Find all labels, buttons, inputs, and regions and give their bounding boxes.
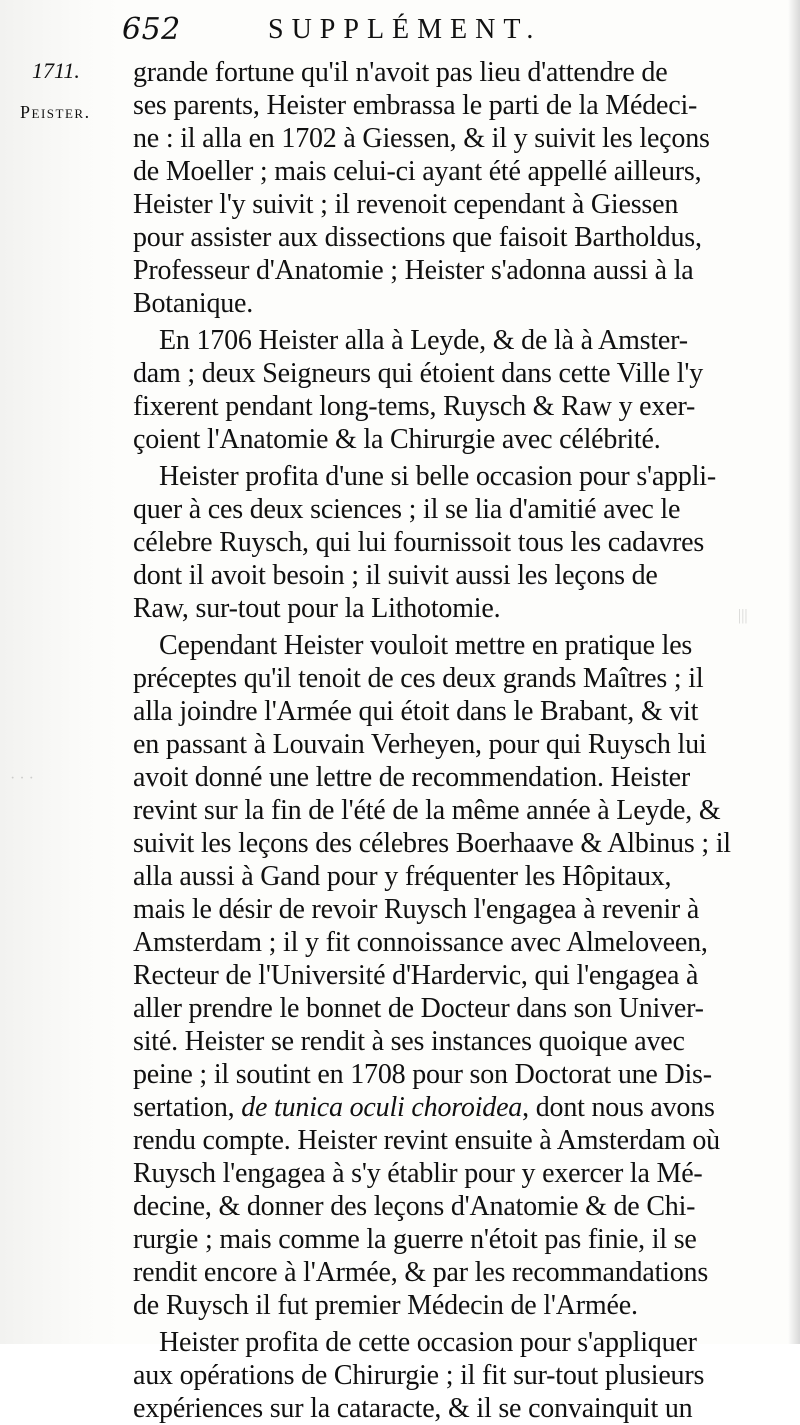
show-through-mark: ||| bbox=[738, 607, 748, 624]
text-line: suivit les leçons des célebres Boerhaave & Albinus ; il bbox=[133, 828, 731, 859]
text-line: çoient l'Anatomie & la Chirurgie avec célébrité. bbox=[133, 424, 661, 455]
italic-title: de tunica oculi choroidea bbox=[241, 1092, 523, 1123]
margin-name: Peister. bbox=[20, 102, 91, 122]
text-line: dont il avoit besoin ; il suivit aussi les leçons de bbox=[133, 560, 658, 591]
text-line: Heister l'y suivit ; il revenoit cependant à Giessen bbox=[133, 189, 679, 220]
text-run: sertation, bbox=[133, 1092, 242, 1123]
text-line: fixerent pendant long-tems, Ruysch & Raw y exer- bbox=[133, 391, 696, 422]
body-text bbox=[133, 56, 773, 1425]
text-line: ne : il alla en 1702 à Giessen, & il y suivit les leçons bbox=[133, 123, 710, 154]
text-line: Recteur de l'Université d'Hardervic, qui l'engagea à bbox=[133, 960, 699, 991]
text-line: Heister profita de cette occasion pour s'appliquer bbox=[159, 1327, 697, 1358]
text-line: ses parents, Heister embrassa le parti de la Médeci- bbox=[133, 90, 698, 121]
margin-year: 1711. bbox=[32, 58, 80, 83]
text-line-mixed bbox=[133, 1091, 773, 1124]
text-line: quer à ces deux sciences ; il se lia d'amitié avec le bbox=[133, 494, 681, 525]
text-line: Botanique. bbox=[133, 288, 254, 319]
text-line: alla joindre l'Armée qui étoit dans le Brabant, & vit bbox=[133, 696, 699, 727]
text-line: peine ; il soutint en 1708 pour son Doctorat une Dis- bbox=[133, 1059, 712, 1090]
text-line: Amsterdam ; il y fit connoissance avec Almeloveen, bbox=[133, 927, 708, 958]
text-line: en passant à Louvain Verheyen, pour qui Ruysch lui bbox=[133, 729, 707, 760]
text-line: célebre Ruysch, qui lui fournissoit tous les cadavres bbox=[133, 527, 705, 558]
text-line: aller prendre le bonnet de Docteur dans son Univer- bbox=[133, 993, 704, 1024]
text-line: grande fortune qu'il n'avoit pas lieu d'attendre de bbox=[133, 57, 668, 88]
text-line: Raw, sur-tout pour la Lithotomie. bbox=[133, 593, 501, 624]
text-line: préceptes qu'il tenoit de ces deux grands Maîtres ; il bbox=[133, 663, 704, 694]
text-line: Ruysch l'engagea à s'y établir pour y exercer la Mé- bbox=[133, 1158, 703, 1189]
text-line: alla aussi à Gand pour y fréquenter les Hôpitaux, bbox=[133, 861, 672, 892]
page-header bbox=[0, 12, 800, 52]
text-line: revint sur la fin de l'été de la même année à Leyde, & bbox=[133, 795, 721, 826]
text-line: mais le désir de revoir Ruysch l'engagea à revenir à bbox=[133, 894, 700, 925]
page-number: 652 bbox=[122, 12, 181, 47]
text-line: Heister profita d'une si belle occasion pour s'appli- bbox=[159, 461, 716, 492]
text-line: pour assister aux dissections que faisoit Bartholdus, bbox=[133, 222, 702, 253]
text-line: expériences sur la cataracte, & il se convainquit un bbox=[133, 1393, 693, 1424]
text-line: Professeur d'Anatomie ; Heister s'adonna aussi à la bbox=[133, 255, 694, 286]
show-through-mark: · · · bbox=[10, 770, 34, 787]
text-line: rendu compte. Heister revint ensuite à Amsterdam où bbox=[133, 1125, 720, 1156]
text-line: decine, & donner des leçons d'Anatomie & de Chi- bbox=[133, 1191, 696, 1222]
running-head: SUPPLÉMENT. bbox=[268, 14, 542, 45]
text-line: En 1706 Heister alla à Leyde, & de là à Amster- bbox=[159, 325, 688, 356]
page-bleed-shadow bbox=[0, 0, 120, 1344]
text-line: avoit donné une lettre de recommendation. Heister bbox=[133, 762, 690, 793]
text-line: aux opérations de Chirurgie ; il fit sur-tout plusieurs bbox=[133, 1360, 705, 1391]
text-line: de Ruysch il fut premier Médecin de l'Armée. bbox=[133, 1290, 638, 1321]
text-line: sité. Heister se rendit à ses instances quoique avec bbox=[133, 1026, 685, 1057]
page-edge-shadow bbox=[788, 0, 800, 1344]
text-line: Cependant Heister vouloit mettre en pratique les bbox=[159, 630, 693, 661]
text-line: de Moeller ; mais celui-ci ayant été appellé ailleurs, bbox=[133, 156, 702, 187]
text-line: dam ; deux Seigneurs qui étoient dans cette Ville l'y bbox=[133, 358, 704, 389]
text-run: , dont nous avons bbox=[522, 1092, 715, 1123]
text-line: rendit encore à l'Armée, & par les recommandations bbox=[133, 1257, 709, 1288]
text-line: rurgie ; mais comme la guerre n'étoit pas finie, il se bbox=[133, 1224, 697, 1255]
